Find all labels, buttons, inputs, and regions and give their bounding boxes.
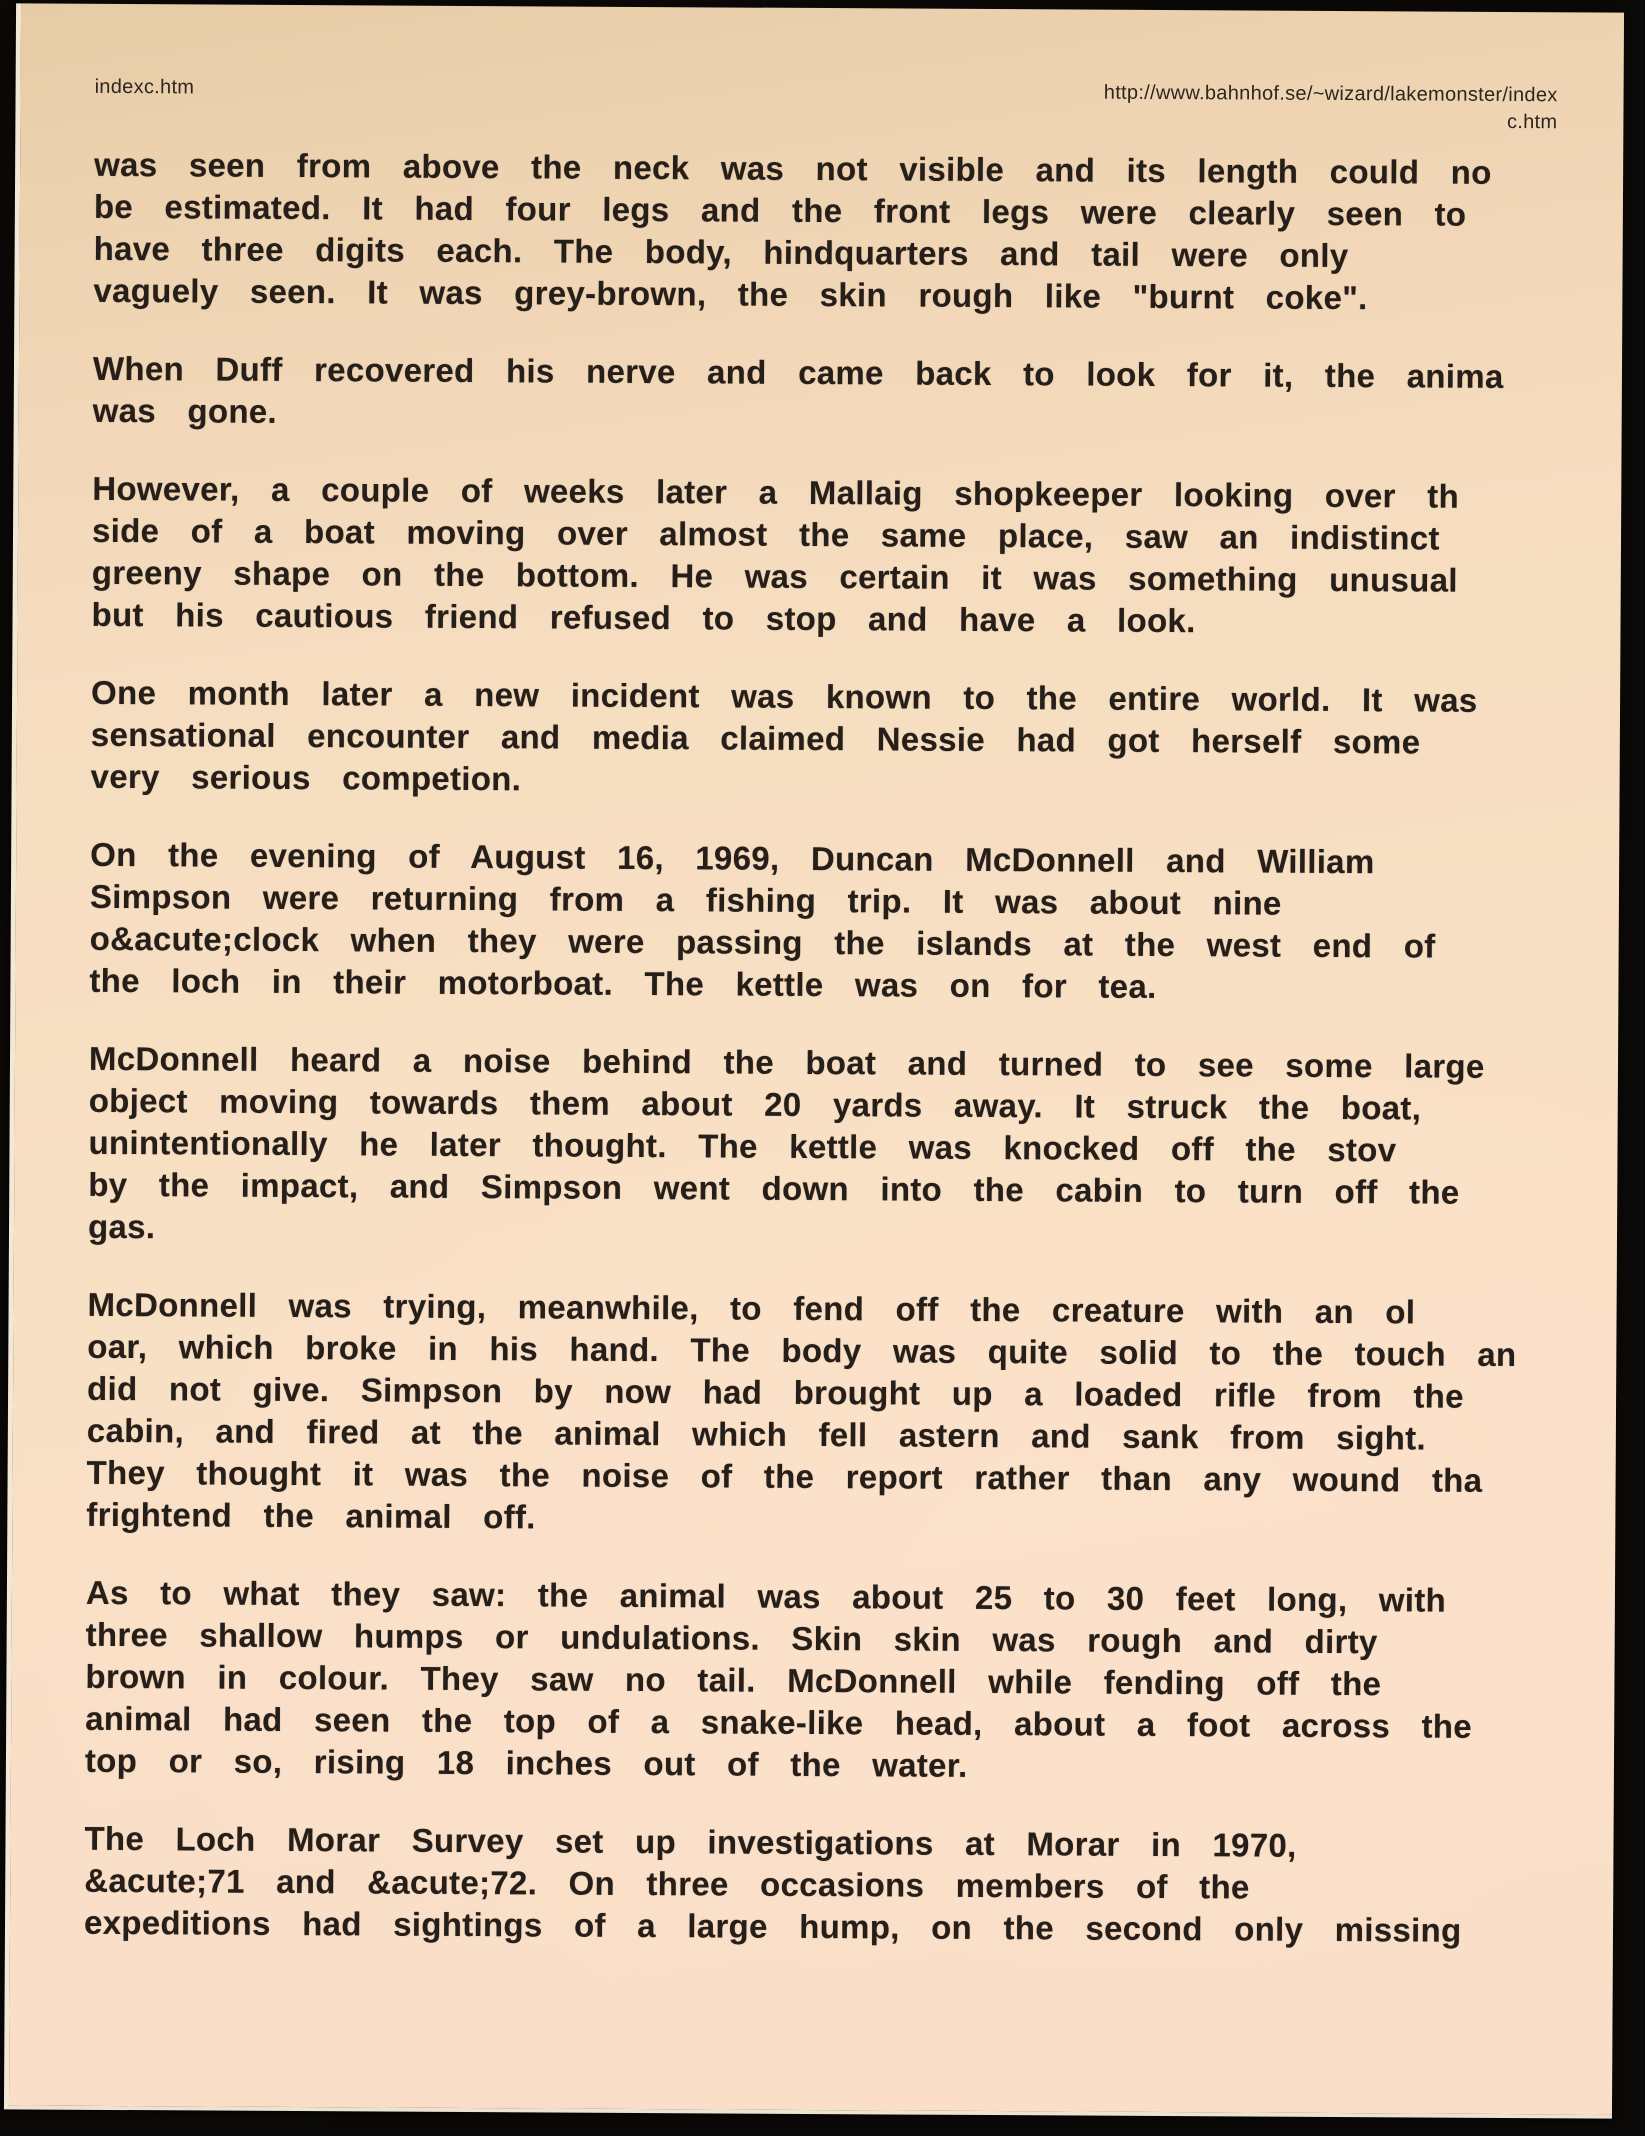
header-filename: indexc.htm (94, 75, 195, 99)
header-url-line2: c.htm (1506, 110, 1558, 134)
paragraph-1: was seen from above the neck was not visible and its length could no be estimated. It had four legs and the front legs were clearly seen to have three digits each. The body, hindquarters and tail were only vaguely seen. It was grey-brown, the skin rough like "burnt coke". (93, 145, 1492, 317)
header-url-line1: http://www.bahnhof.se/~wizard/lakemonster/index (1103, 81, 1558, 107)
paragraph-3: However, a couple of weeks later a Mallaig shopkeeper looking over th side of a boat moving over almost the same place, saw an indistinct greeny shape on the bottom. He was certain it was something unusual but his cautious friend refused to stop and have a look. (91, 469, 1460, 640)
paragraph-7: McDonnell was trying, meanwhile, to fend off the creature with an ol oar, which broke in his hand. The body was quite solid to the touch an did not give. Simpson by now had brought up a loaded rifle from the cabin, and fired at the animal which fell astern and sank from sight. They thought it was the noise of the report rather than any wound tha frightend the animal off. (86, 1285, 1517, 1536)
paragraph-2: When Duff recovered his nerve and came back to look for it, the anima was gone. (92, 349, 1504, 430)
header-url (1104, 80, 1558, 137)
page-header (20, 3, 1624, 136)
paragraph-4: One month later a new incident was known to the entire world. It was sensational encounter and media claimed Nessie had got herself some very serious competion. (90, 673, 1478, 798)
paragraph-6: McDonnell heard a noise behind the boat and turned to see some large object moving towards them about 20 yards away. It struck the boat, unintentionally he later thought. The kettle was knocked off the stov by the impact, and Simpson went down into the cabin to turn off the gas. (87, 1039, 1485, 1246)
document-text (10, 127, 1588, 1952)
paragraph-8: As to what they saw: the animal was about 25 to 30 feet long, with three shallow humps or undulations. Skin skin was rough and dirty brown in colour. They saw no tail. McDonnell while fending off the animal had seen the top of a snake-like head, about a foot across the top or so, rising 18 inches out of the water. (84, 1573, 1473, 1784)
paragraph-9: The Loch Morar Survey set up investigations at Morar in 1970, &acute;71 and &acute;72. On three occasions members of the expeditions had sightings of a large hump, on the second only missing (83, 1819, 1462, 1949)
paragraph-5: On the evening of August 16, 1969, Duncan McDonnell and William Simpson were returning from a fishing trip. It was about nine o&acute;clock when they were passing the islands at the west end of the loch in their motorboat. The kettle was on for tea. (89, 835, 1436, 1005)
printed-page (4, 3, 1624, 2118)
